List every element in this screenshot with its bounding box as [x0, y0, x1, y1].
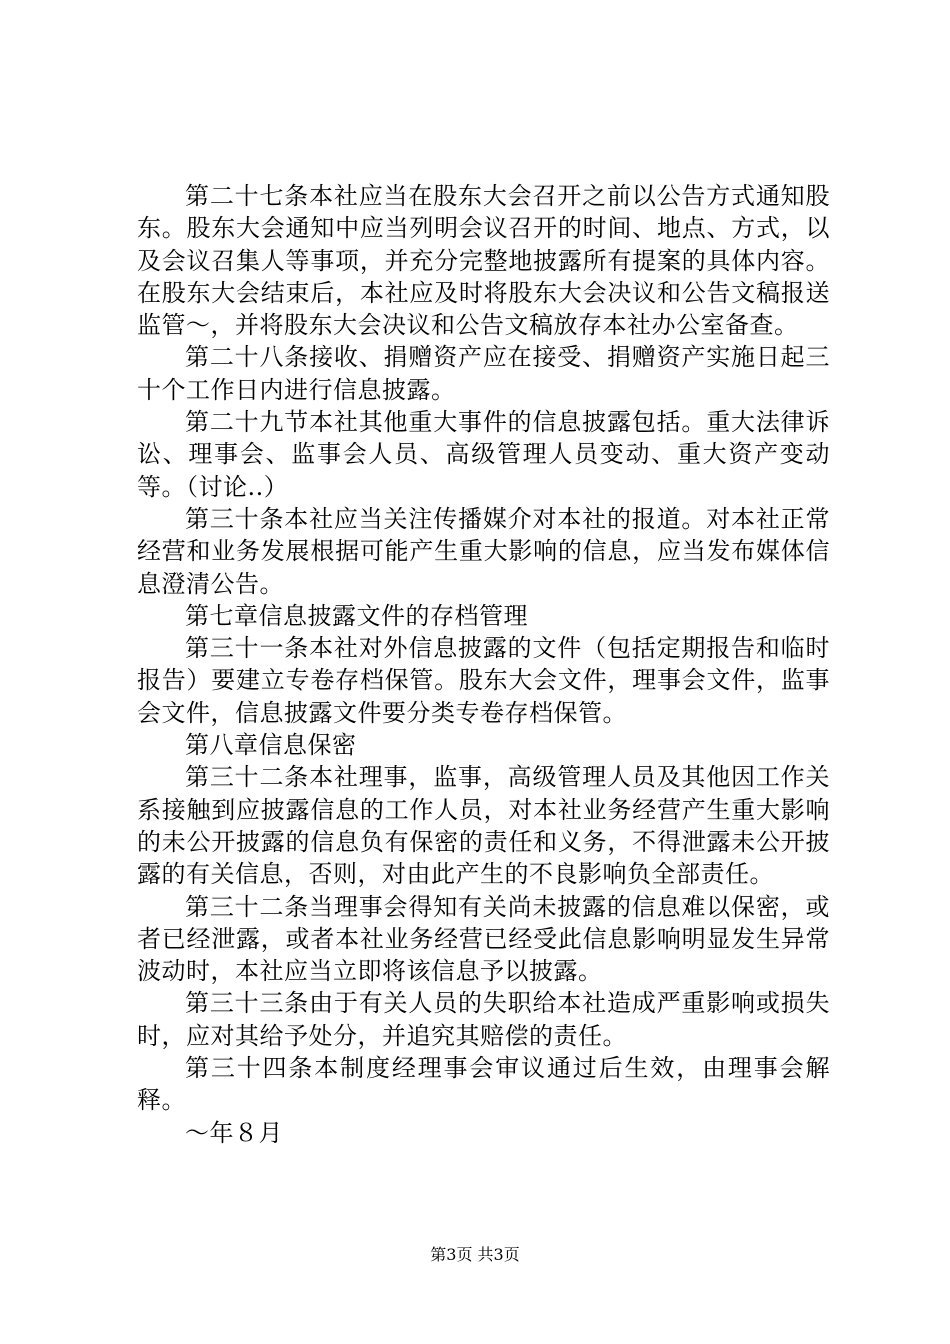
paragraph-article-28: 第二十八条接收、捐赠资产应在接受、捐赠资产实施日起三十个工作日内进行信息披露。	[137, 343, 830, 404]
paragraph-article-29: 第二十九节本社其他重大事件的信息披露包括。重大法律诉讼、理事会、监事会人员、高级管理人员变动、重大资产变动等。（讨论..）	[137, 408, 830, 501]
page-footer: 第3页 共3页	[430, 1245, 520, 1264]
paragraph-article-34: 第三十四条本制度经理事会审议通过后生效，由理事会解释。	[137, 1054, 830, 1115]
chapter-heading-8: 第八章信息保密	[185, 731, 357, 760]
paragraph-article-31: 第三十一条本社对外信息披露的文件（包括定期报告和临时报告）要建立专卷存档保管。股东大会文件，理事会文件，监事会文件，信息披露文件要分类专卷存档保管。	[137, 634, 830, 727]
document-body	[137, 180, 830, 1149]
paragraph-article-32b: 第三十二条当理事会得知有关尚未披露的信息难以保密，或者已经泄露，或者本社业务经营已经受此信息影响明显发生异常波动时，本社应当立即将该信息予以披露。	[137, 892, 830, 986]
paragraph-article-30: 第三十条本社应当关注传播媒介对本社的报道。对本社正常经营和业务发展根据可能产生重大影响的信息，应当发布媒体信息澄清公告。	[137, 504, 830, 598]
chapter-heading-7: 第七章信息披露文件的存档管理	[185, 601, 528, 630]
paragraph-article-33: 第三十三条由于有关人员的失职给本社造成严重影响或损失时，应对其给予处分，并追究其赔偿的责任。	[137, 989, 830, 1050]
document-date: ～年８月	[185, 1118, 283, 1147]
paragraph-article-27: 第二十七条本社应当在股东大会召开之前以公告方式通知股东。股东大会通知中应当列明会议召开的时间、地点、方式，以及会议召集人等事项，并充分完整地披露所有提案的具体内容。在股东大会结束后，本社应及时将股东大会决议和公告文稿报送监管～，并将股东大会决议和公告文稿放存本社办公室备查。	[137, 182, 830, 340]
paragraph-article-32a: 第三十二条本社理事，监事，高级管理人员及其他因工作关系接触到应披露信息的工作人员，对本社业务经营产生重大影响的未公开披露的信息负有保密的责任和义务，不得泄露未公开披露的有关信息，否则，对由此产生的不良影响负全部责任。	[137, 763, 830, 889]
